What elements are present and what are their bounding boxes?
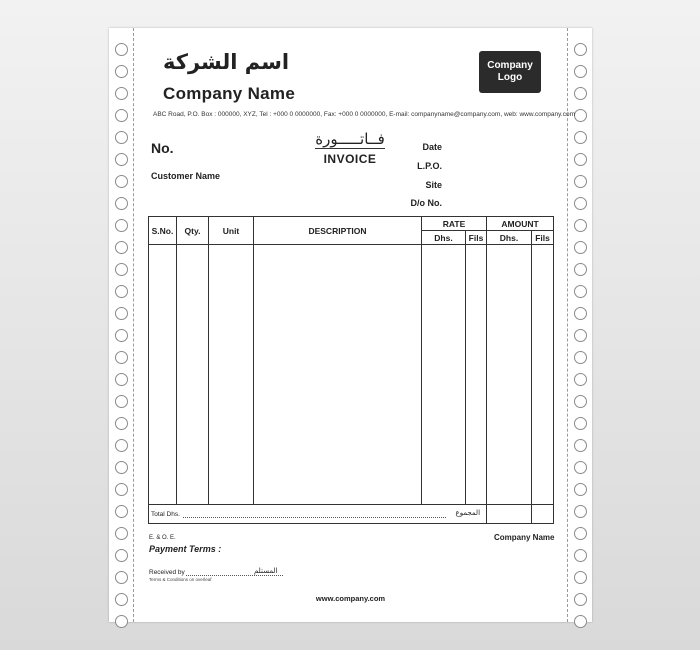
items-qty-cell[interactable]: [177, 245, 209, 505]
feed-hole: [574, 197, 587, 210]
company-address: ABC Road, P.O. Box : 000000, XYZ, Tel : +000 0 0000000, Fax: +000 0 0000000, E-mail: companyname@company.com, web: www.company.com: [153, 111, 575, 118]
items-rate-fils-cell[interactable]: [466, 245, 487, 505]
feed-hole: [574, 43, 587, 56]
col-header-rate-fils: Fils: [466, 231, 487, 245]
feed-hole: [115, 153, 128, 166]
feed-hole: [574, 175, 587, 188]
feed-hole: [115, 175, 128, 188]
feed-hole: [574, 153, 587, 166]
feed-hole: [115, 285, 128, 298]
footer-website: www.company.com: [315, 594, 386, 603]
feed-hole: [574, 417, 587, 430]
feed-hole: [574, 109, 587, 122]
total-dotted-line: [183, 517, 446, 518]
site-label: Site: [425, 180, 442, 190]
items-unit-cell[interactable]: [209, 245, 254, 505]
do-number-label: D/o No.: [410, 198, 442, 208]
feed-hole: [115, 65, 128, 78]
feed-hole: [115, 615, 128, 628]
total-fils-cell[interactable]: [532, 505, 554, 524]
feed-hole: [115, 461, 128, 474]
feed-hole: [574, 527, 587, 540]
feed-hole: [115, 373, 128, 386]
company-name: Company Name: [163, 84, 296, 103]
invoice-sheet: [109, 28, 592, 622]
feed-hole: [574, 307, 587, 320]
total-dhs-cell[interactable]: [487, 505, 532, 524]
col-header-amount-dhs: Dhs.: [487, 231, 532, 245]
feed-hole: [115, 131, 128, 144]
terms-note: Terms & Conditions on overleaf: [149, 577, 212, 582]
feed-hole: [574, 87, 587, 100]
col-header-rate: RATE: [422, 217, 487, 231]
feed-hole: [574, 329, 587, 342]
invoice-items-table: [148, 216, 554, 524]
items-rate-dhs-cell[interactable]: [422, 245, 466, 505]
feed-hole: [115, 87, 128, 100]
items-amount-dhs-cell[interactable]: [487, 245, 532, 505]
feed-hole: [574, 219, 587, 232]
feed-hole: [115, 351, 128, 364]
total-label: Total Dhs.: [151, 510, 180, 518]
items-amount-fils-cell[interactable]: [532, 245, 554, 505]
feed-hole: [574, 571, 587, 584]
total-row: [149, 505, 487, 524]
feed-hole: [574, 615, 587, 628]
col-header-rate-dhs: Dhs.: [422, 231, 466, 245]
col-header-amount: AMOUNT: [487, 217, 554, 231]
feed-hole: [574, 373, 587, 386]
feed-hole: [115, 109, 128, 122]
date-label: Date: [422, 142, 442, 152]
left-tractor-strip: [109, 28, 134, 622]
feed-hole: [574, 549, 587, 562]
feed-hole: [574, 395, 587, 408]
feed-hole: [115, 219, 128, 232]
feed-hole: [574, 505, 587, 518]
feed-hole: [574, 131, 587, 144]
col-header-qty: Qty.: [177, 217, 209, 245]
feed-hole: [115, 527, 128, 540]
eoe-label: E. & O. E.: [149, 535, 176, 541]
feed-hole: [574, 351, 587, 364]
feed-hole: [574, 241, 587, 254]
feed-hole: [115, 329, 128, 342]
feed-hole: [115, 505, 128, 518]
feed-hole: [115, 549, 128, 562]
company-arabic-name: اسم الشركة: [163, 50, 290, 74]
invoice-title: INVOICE: [323, 152, 377, 166]
feed-hole: [115, 241, 128, 254]
col-header-sno: S.No.: [149, 217, 177, 245]
feed-hole: [115, 307, 128, 320]
items-description-cell[interactable]: [254, 245, 422, 505]
company-logo: Company Logo: [479, 51, 541, 93]
customer-name-label: Customer Name: [151, 171, 221, 181]
footer-company-name: Company Name: [494, 533, 555, 542]
lpo-label: L.P.O.: [417, 161, 442, 171]
feed-hole: [574, 263, 587, 276]
items-sno-cell[interactable]: [149, 245, 177, 505]
col-header-description: DESCRIPTION: [254, 217, 422, 245]
feed-hole: [115, 197, 128, 210]
feed-hole: [115, 439, 128, 452]
received-by-label: Received by: [149, 569, 185, 576]
total-arabic-label: المجموع: [455, 509, 481, 517]
feed-hole: [115, 43, 128, 56]
feed-hole: [115, 571, 128, 584]
feed-hole: [574, 65, 587, 78]
feed-hole: [115, 395, 128, 408]
feed-hole: [574, 461, 587, 474]
payment-terms-label: Payment Terms :: [149, 544, 222, 554]
col-header-unit: Unit: [209, 217, 254, 245]
invoice-arabic-title: فــاتـــــورة: [315, 130, 385, 148]
feed-hole: [115, 417, 128, 430]
received-arabic-label: المستلم: [254, 567, 278, 575]
invoice-number-label: No.: [151, 140, 174, 156]
feed-hole: [574, 439, 587, 452]
received-by-line: [186, 575, 283, 576]
feed-hole: [115, 483, 128, 496]
feed-hole: [115, 263, 128, 276]
feed-hole: [574, 285, 587, 298]
col-header-amount-fils: Fils: [532, 231, 554, 245]
feed-hole: [574, 483, 587, 496]
